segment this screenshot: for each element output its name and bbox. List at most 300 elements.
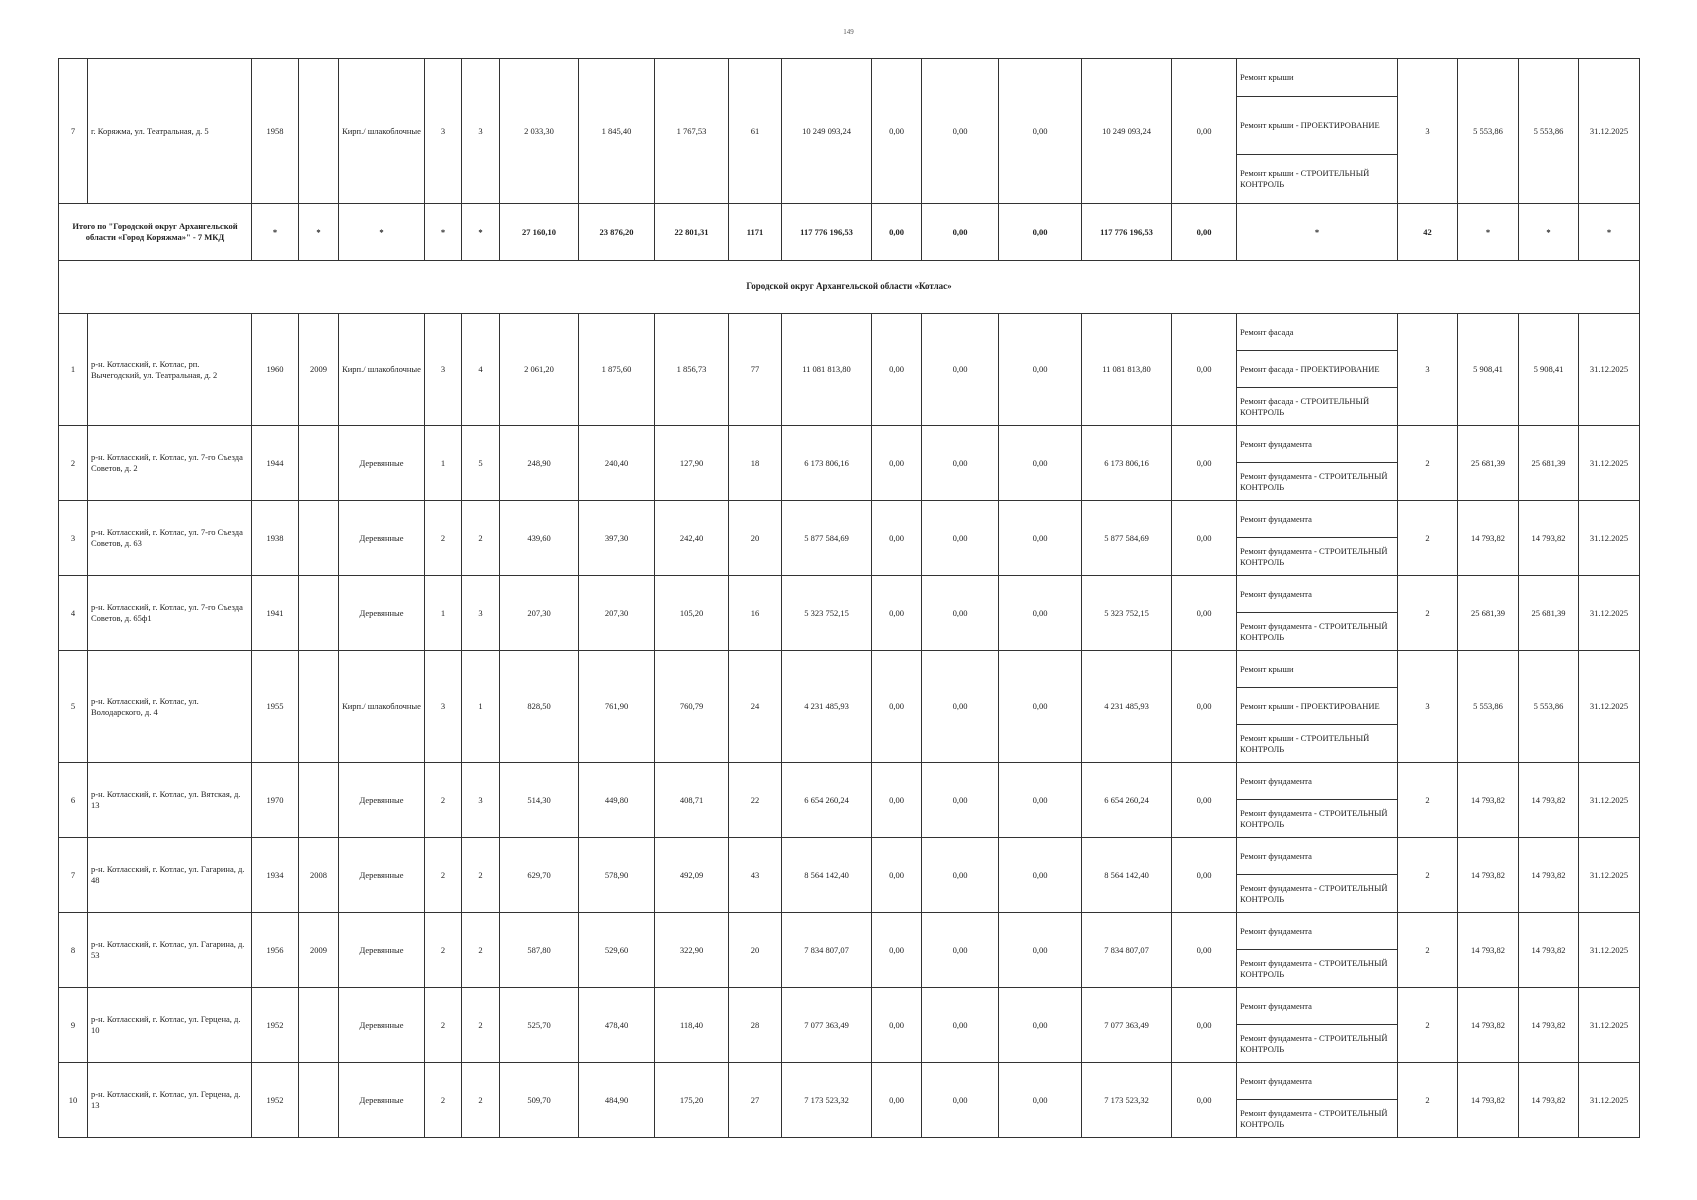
work-item: Ремонт фундамента - СТРОИТЕЛЬНЫЙ КОНТРОЛЬ bbox=[1240, 470, 1388, 492]
area-residents-cell: 175,20 bbox=[655, 1063, 729, 1138]
area-residents-cell: 760,79 bbox=[655, 651, 729, 763]
year-repair-cell bbox=[299, 1063, 339, 1138]
cost-other-cell: 0,00 bbox=[1172, 501, 1237, 576]
cost-fund-cell: 0,00 bbox=[872, 1063, 922, 1138]
works-cell bbox=[1237, 576, 1398, 651]
cost-owners-cell: 6 173 806,16 bbox=[1082, 426, 1172, 501]
year-repair-cell bbox=[299, 501, 339, 576]
table-row bbox=[59, 576, 1640, 651]
entrances-cell: 5 bbox=[462, 426, 500, 501]
address-cell: р-н. Котласский, г. Котлас, ул. Герцена, д. 13 bbox=[88, 1063, 252, 1138]
cost-fund-cell: 0,00 bbox=[872, 763, 922, 838]
wall-material-cell: Кирп./ шлакоблочные bbox=[339, 59, 425, 204]
area-residents-cell: 242,40 bbox=[655, 501, 729, 576]
cost-regional-cell: 0,00 bbox=[922, 988, 999, 1063]
section-row bbox=[59, 261, 1640, 314]
unit-cost-cell: 5 908,41 bbox=[1458, 314, 1519, 426]
area-residents-cell: 1 856,73 bbox=[655, 314, 729, 426]
cost-local-cell: 0,00 bbox=[999, 838, 1082, 913]
address-cell: р-н. Котласский, г. Котлас, ул. Герцена, д. 10 bbox=[88, 988, 252, 1063]
cost-other-cell: 0,00 bbox=[1172, 838, 1237, 913]
table-row bbox=[59, 838, 1640, 913]
work-item: Ремонт фундамента - СТРОИТЕЛЬНЫЙ КОНТРОЛЬ bbox=[1240, 620, 1388, 642]
unit-cost-cell: 14 793,82 bbox=[1458, 838, 1519, 913]
cost-owners-cell: 6 654 260,24 bbox=[1082, 763, 1172, 838]
cost-total-cell: 7 834 807,07 bbox=[782, 913, 872, 988]
area-living-cell: 1 875,60 bbox=[579, 314, 655, 426]
area-residents-cell: 127,90 bbox=[655, 426, 729, 501]
unit-cost-cell: 5 553,86 bbox=[1458, 59, 1519, 204]
wall-material-cell: Деревянные bbox=[339, 913, 425, 988]
limit-cost-cell: 25 681,39 bbox=[1519, 576, 1579, 651]
total-star: * bbox=[299, 204, 339, 261]
row-number: 3 bbox=[59, 501, 88, 576]
cost-other-cell: 0,00 bbox=[1172, 59, 1237, 204]
work-count-cell: 2 bbox=[1398, 501, 1458, 576]
cost-owners-cell: 8 564 142,40 bbox=[1082, 838, 1172, 913]
cost-regional-cell: 0,00 bbox=[922, 314, 999, 426]
unit-cost-cell: 14 793,82 bbox=[1458, 913, 1519, 988]
work-item: Ремонт фундамента - СТРОИТЕЛЬНЫЙ КОНТРОЛЬ bbox=[1240, 1032, 1388, 1054]
cost-regional-cell: 0,00 bbox=[922, 426, 999, 501]
floors-cell: 2 bbox=[425, 838, 462, 913]
work-count-cell: 3 bbox=[1398, 314, 1458, 426]
unit-cost-cell: 14 793,82 bbox=[1458, 501, 1519, 576]
year-repair-cell bbox=[299, 988, 339, 1063]
work-count-cell: 3 bbox=[1398, 651, 1458, 763]
residents-cell: 24 bbox=[729, 651, 782, 763]
residents-cell: 22 bbox=[729, 763, 782, 838]
cost-fund-cell: 0,00 bbox=[872, 576, 922, 651]
deadline-cell: 31.12.2025 bbox=[1579, 501, 1640, 576]
cost-total-cell: 7 077 363,49 bbox=[782, 988, 872, 1063]
deadline-cell: 31.12.2025 bbox=[1579, 651, 1640, 763]
work-count-cell: 2 bbox=[1398, 913, 1458, 988]
floors-cell: 3 bbox=[425, 314, 462, 426]
unit-cost-cell: 25 681,39 bbox=[1458, 576, 1519, 651]
works-cell bbox=[1237, 651, 1398, 763]
area-living-cell: 578,90 bbox=[579, 838, 655, 913]
floors-cell: 2 bbox=[425, 913, 462, 988]
work-item: Ремонт крыши - СТРОИТЕЛЬНЫЙ КОНТРОЛЬ bbox=[1240, 168, 1370, 189]
floors-cell: 2 bbox=[425, 763, 462, 838]
limit-cost-cell: 14 793,82 bbox=[1519, 1063, 1579, 1138]
limit-cost-cell: 14 793,82 bbox=[1519, 501, 1579, 576]
total-cost-fund: 0,00 bbox=[872, 204, 922, 261]
entrances-cell: 3 bbox=[462, 576, 500, 651]
wall-material-cell: Деревянные bbox=[339, 763, 425, 838]
work-item: Ремонт крыши - ПРОЕКТИРОВАНИЕ bbox=[1237, 688, 1397, 725]
work-item: Ремонт фундамента bbox=[1237, 426, 1397, 463]
deadline-cell: 31.12.2025 bbox=[1579, 314, 1640, 426]
unit-cost-cell: 25 681,39 bbox=[1458, 426, 1519, 501]
floors-cell: 3 bbox=[425, 651, 462, 763]
total-area-residents: 22 801,31 bbox=[655, 204, 729, 261]
residents-cell: 20 bbox=[729, 913, 782, 988]
address-cell: р-н. Котласский, г. Котлас, ул. 7-го Съезда Советов, д. 63 bbox=[88, 501, 252, 576]
cost-regional-cell: 0,00 bbox=[922, 913, 999, 988]
wall-material-cell: Деревянные bbox=[339, 838, 425, 913]
cost-other-cell: 0,00 bbox=[1172, 314, 1237, 426]
row-number: 8 bbox=[59, 913, 88, 988]
cost-owners-cell: 10 249 093,24 bbox=[1082, 59, 1172, 204]
cost-owners-cell: 4 231 485,93 bbox=[1082, 651, 1172, 763]
limit-cost-cell: 14 793,82 bbox=[1519, 913, 1579, 988]
cost-local-cell: 0,00 bbox=[999, 501, 1082, 576]
cost-local-cell: 0,00 bbox=[999, 59, 1082, 204]
work-item: Ремонт крыши - ПРОЕКТИРОВАНИЕ bbox=[1237, 97, 1397, 155]
cost-total-cell: 8 564 142,40 bbox=[782, 838, 872, 913]
works-cell bbox=[1237, 426, 1398, 501]
year-built-cell: 1955 bbox=[252, 651, 299, 763]
table-row bbox=[59, 314, 1640, 426]
entrances-cell: 2 bbox=[462, 913, 500, 988]
deadline-cell: 31.12.2025 bbox=[1579, 1063, 1640, 1138]
cost-local-cell: 0,00 bbox=[999, 426, 1082, 501]
cost-owners-cell: 7 834 807,07 bbox=[1082, 913, 1172, 988]
total-area-total: 27 160,10 bbox=[500, 204, 579, 261]
section-title: Городской округ Архангельской области «Котлас» bbox=[59, 261, 1640, 314]
cost-other-cell: 0,00 bbox=[1172, 651, 1237, 763]
row-number: 7 bbox=[59, 59, 88, 204]
wall-material-cell: Кирп./ шлакоблочные bbox=[339, 314, 425, 426]
area-total-cell: 2 033,30 bbox=[500, 59, 579, 204]
work-item: Ремонт фасада - ПРОЕКТИРОВАНИЕ bbox=[1237, 351, 1397, 388]
cost-regional-cell: 0,00 bbox=[922, 651, 999, 763]
area-residents-cell: 408,71 bbox=[655, 763, 729, 838]
works-cell bbox=[1237, 763, 1398, 838]
year-built-cell: 1941 bbox=[252, 576, 299, 651]
entrances-cell: 2 bbox=[462, 988, 500, 1063]
total-star: * bbox=[1519, 204, 1579, 261]
residents-cell: 43 bbox=[729, 838, 782, 913]
area-living-cell: 761,90 bbox=[579, 651, 655, 763]
residents-cell: 18 bbox=[729, 426, 782, 501]
total-cost-total: 117 776 196,53 bbox=[782, 204, 872, 261]
limit-cost-cell: 5 553,86 bbox=[1519, 651, 1579, 763]
table-row bbox=[59, 651, 1640, 763]
area-total-cell: 514,30 bbox=[500, 763, 579, 838]
deadline-cell: 31.12.2025 bbox=[1579, 988, 1640, 1063]
area-total-cell: 525,70 bbox=[500, 988, 579, 1063]
row-number: 2 bbox=[59, 426, 88, 501]
limit-cost-cell: 14 793,82 bbox=[1519, 763, 1579, 838]
cost-other-cell: 0,00 bbox=[1172, 426, 1237, 501]
cost-owners-cell: 5 877 584,69 bbox=[1082, 501, 1172, 576]
row-number: 7 bbox=[59, 838, 88, 913]
cost-total-cell: 11 081 813,80 bbox=[782, 314, 872, 426]
total-star: * bbox=[1237, 204, 1398, 261]
area-total-cell: 629,70 bbox=[500, 838, 579, 913]
year-repair-cell bbox=[299, 576, 339, 651]
cost-other-cell: 0,00 bbox=[1172, 763, 1237, 838]
area-total-cell: 2 061,20 bbox=[500, 314, 579, 426]
unit-cost-cell: 5 553,86 bbox=[1458, 651, 1519, 763]
work-item: Ремонт фундамента - СТРОИТЕЛЬНЫЙ КОНТРОЛЬ bbox=[1240, 1107, 1388, 1129]
total-work-count: 42 bbox=[1398, 204, 1458, 261]
area-total-cell: 248,90 bbox=[500, 426, 579, 501]
cost-other-cell: 0,00 bbox=[1172, 576, 1237, 651]
work-item: Ремонт фасада - СТРОИТЕЛЬНЫЙ КОНТРОЛЬ bbox=[1240, 395, 1370, 417]
cost-regional-cell: 0,00 bbox=[922, 838, 999, 913]
works-cell bbox=[1237, 913, 1398, 988]
total-area-living: 23 876,20 bbox=[579, 204, 655, 261]
cost-owners-cell: 11 081 813,80 bbox=[1082, 314, 1172, 426]
year-repair-cell bbox=[299, 763, 339, 838]
cost-fund-cell: 0,00 bbox=[872, 426, 922, 501]
area-residents-cell: 118,40 bbox=[655, 988, 729, 1063]
limit-cost-cell: 5 908,41 bbox=[1519, 314, 1579, 426]
row-number: 10 bbox=[59, 1063, 88, 1138]
entrances-cell: 4 bbox=[462, 314, 500, 426]
cost-total-cell: 10 249 093,24 bbox=[782, 59, 872, 204]
work-item: Ремонт крыши - СТРОИТЕЛЬНЫЙ КОНТРОЛЬ bbox=[1240, 732, 1370, 754]
address-cell: р-н. Котласский, г. Котлас, ул. Гагарина, д. 48 bbox=[88, 838, 252, 913]
cost-regional-cell: 0,00 bbox=[922, 59, 999, 204]
works-cell bbox=[1237, 838, 1398, 913]
total-row bbox=[59, 204, 1640, 261]
unit-cost-cell: 14 793,82 bbox=[1458, 988, 1519, 1063]
work-item: Ремонт крыши bbox=[1237, 59, 1397, 97]
work-item: Ремонт фундамента bbox=[1237, 988, 1397, 1025]
cost-other-cell: 0,00 bbox=[1172, 1063, 1237, 1138]
year-built-cell: 1944 bbox=[252, 426, 299, 501]
area-total-cell: 587,80 bbox=[500, 913, 579, 988]
area-residents-cell: 1 767,53 bbox=[655, 59, 729, 204]
limit-cost-cell: 14 793,82 bbox=[1519, 988, 1579, 1063]
area-living-cell: 449,80 bbox=[579, 763, 655, 838]
cost-total-cell: 4 231 485,93 bbox=[782, 651, 872, 763]
deadline-cell: 31.12.2025 bbox=[1579, 426, 1640, 501]
limit-cost-cell: 14 793,82 bbox=[1519, 838, 1579, 913]
cost-total-cell: 7 173 523,32 bbox=[782, 1063, 872, 1138]
cost-total-cell: 6 654 260,24 bbox=[782, 763, 872, 838]
entrances-cell: 1 bbox=[462, 651, 500, 763]
cost-other-cell: 0,00 bbox=[1172, 913, 1237, 988]
floors-cell: 2 bbox=[425, 1063, 462, 1138]
row-number: 6 bbox=[59, 763, 88, 838]
limit-cost-cell: 25 681,39 bbox=[1519, 426, 1579, 501]
work-item: Ремонт фундамента bbox=[1237, 763, 1397, 800]
work-item: Ремонт фундамента bbox=[1237, 838, 1397, 875]
deadline-cell: 31.12.2025 bbox=[1579, 576, 1640, 651]
table-row bbox=[59, 763, 1640, 838]
row-number: 5 bbox=[59, 651, 88, 763]
wall-material-cell: Деревянные bbox=[339, 501, 425, 576]
area-living-cell: 207,30 bbox=[579, 576, 655, 651]
cost-local-cell: 0,00 bbox=[999, 988, 1082, 1063]
work-item: Ремонт крыши bbox=[1237, 651, 1397, 688]
wall-material-cell: Деревянные bbox=[339, 576, 425, 651]
cost-regional-cell: 0,00 bbox=[922, 576, 999, 651]
work-item: Ремонт фундамента bbox=[1237, 1063, 1397, 1100]
total-star: * bbox=[1579, 204, 1640, 261]
year-built-cell: 1952 bbox=[252, 1063, 299, 1138]
year-built-cell: 1934 bbox=[252, 838, 299, 913]
floors-cell: 1 bbox=[425, 426, 462, 501]
cost-regional-cell: 0,00 bbox=[922, 1063, 999, 1138]
area-residents-cell: 492,09 bbox=[655, 838, 729, 913]
year-built-cell: 1938 bbox=[252, 501, 299, 576]
work-count-cell: 2 bbox=[1398, 763, 1458, 838]
work-item: Ремонт фундамента - СТРОИТЕЛЬНЫЙ КОНТРОЛЬ bbox=[1240, 957, 1388, 979]
work-item: Ремонт фундамента bbox=[1237, 501, 1397, 538]
total-cost-local: 0,00 bbox=[999, 204, 1082, 261]
floors-cell: 2 bbox=[425, 988, 462, 1063]
table-row bbox=[59, 1063, 1640, 1138]
floors-cell: 2 bbox=[425, 501, 462, 576]
works-cell bbox=[1237, 314, 1398, 426]
area-residents-cell: 322,90 bbox=[655, 913, 729, 988]
works-cell bbox=[1237, 59, 1398, 204]
residents-cell: 28 bbox=[729, 988, 782, 1063]
cost-local-cell: 0,00 bbox=[999, 913, 1082, 988]
wall-material-cell: Деревянные bbox=[339, 426, 425, 501]
total-cost-owners: 117 776 196,53 bbox=[1082, 204, 1172, 261]
cost-fund-cell: 0,00 bbox=[872, 501, 922, 576]
area-total-cell: 509,70 bbox=[500, 1063, 579, 1138]
work-item: Ремонт фасада bbox=[1237, 314, 1397, 351]
deadline-cell: 31.12.2025 bbox=[1579, 913, 1640, 988]
work-count-cell: 2 bbox=[1398, 1063, 1458, 1138]
total-residents: 1171 bbox=[729, 204, 782, 261]
deadline-cell: 31.12.2025 bbox=[1579, 59, 1640, 204]
cost-local-cell: 0,00 bbox=[999, 314, 1082, 426]
work-count-cell: 2 bbox=[1398, 988, 1458, 1063]
table-row bbox=[59, 913, 1640, 988]
works-cell bbox=[1237, 1063, 1398, 1138]
area-living-cell: 478,40 bbox=[579, 988, 655, 1063]
area-living-cell: 484,90 bbox=[579, 1063, 655, 1138]
year-repair-cell: 2009 bbox=[299, 913, 339, 988]
work-count-cell: 2 bbox=[1398, 838, 1458, 913]
residents-cell: 20 bbox=[729, 501, 782, 576]
cost-fund-cell: 0,00 bbox=[872, 913, 922, 988]
row-number: 4 bbox=[59, 576, 88, 651]
cost-total-cell: 5 323 752,15 bbox=[782, 576, 872, 651]
cost-owners-cell: 7 077 363,49 bbox=[1082, 988, 1172, 1063]
cost-local-cell: 0,00 bbox=[999, 1063, 1082, 1138]
cost-local-cell: 0,00 bbox=[999, 651, 1082, 763]
cost-local-cell: 0,00 bbox=[999, 763, 1082, 838]
work-item: Ремонт фундамента - СТРОИТЕЛЬНЫЙ КОНТРОЛЬ bbox=[1240, 882, 1388, 904]
deadline-cell: 31.12.2025 bbox=[1579, 838, 1640, 913]
cost-total-cell: 5 877 584,69 bbox=[782, 501, 872, 576]
page-number: 149 bbox=[843, 28, 854, 36]
residents-cell: 16 bbox=[729, 576, 782, 651]
entrances-cell: 2 bbox=[462, 838, 500, 913]
area-total-cell: 828,50 bbox=[500, 651, 579, 763]
total-cost-regional: 0,00 bbox=[922, 204, 999, 261]
year-repair-cell bbox=[299, 59, 339, 204]
works-cell bbox=[1237, 988, 1398, 1063]
year-built-cell: 1958 bbox=[252, 59, 299, 204]
year-built-cell: 1960 bbox=[252, 314, 299, 426]
wall-material-cell: Деревянные bbox=[339, 1063, 425, 1138]
table-row bbox=[59, 426, 1640, 501]
address-cell: р-н. Котласский, г. Котлас, ул. Вятская, д. 13 bbox=[88, 763, 252, 838]
entrances-cell: 3 bbox=[462, 59, 500, 204]
total-cost-other: 0,00 bbox=[1172, 204, 1237, 261]
year-built-cell: 1956 bbox=[252, 913, 299, 988]
work-count-cell: 2 bbox=[1398, 576, 1458, 651]
cost-local-cell: 0,00 bbox=[999, 576, 1082, 651]
row-number: 9 bbox=[59, 988, 88, 1063]
area-living-cell: 240,40 bbox=[579, 426, 655, 501]
cost-regional-cell: 0,00 bbox=[922, 501, 999, 576]
year-repair-cell bbox=[299, 651, 339, 763]
table-row bbox=[59, 59, 1640, 204]
cost-total-cell: 6 173 806,16 bbox=[782, 426, 872, 501]
total-star: * bbox=[339, 204, 425, 261]
address-cell: р-н. Котласский, г. Котлас, ул. Володарского, д. 4 bbox=[88, 651, 252, 763]
floors-cell: 1 bbox=[425, 576, 462, 651]
area-living-cell: 397,30 bbox=[579, 501, 655, 576]
address-cell: р-н. Котласский, г. Котлас, ул. Гагарина, д. 53 bbox=[88, 913, 252, 988]
total-star: * bbox=[1458, 204, 1519, 261]
deadline-cell: 31.12.2025 bbox=[1579, 763, 1640, 838]
year-built-cell: 1952 bbox=[252, 988, 299, 1063]
table-row bbox=[59, 988, 1640, 1063]
area-total-cell: 439,60 bbox=[500, 501, 579, 576]
total-star: * bbox=[252, 204, 299, 261]
unit-cost-cell: 14 793,82 bbox=[1458, 1063, 1519, 1138]
residents-cell: 61 bbox=[729, 59, 782, 204]
wall-material-cell: Кирп./ шлакоблочные bbox=[339, 651, 425, 763]
area-total-cell: 207,30 bbox=[500, 576, 579, 651]
address-cell: р-н. Котласский, г. Котлас, ул. 7-го Съезда Советов, д. 65ф1 bbox=[88, 576, 252, 651]
cost-fund-cell: 0,00 bbox=[872, 314, 922, 426]
cost-fund-cell: 0,00 bbox=[872, 838, 922, 913]
address-cell: р-н. Котласский, г. Котлас, ул. 7-го Съезда Советов, д. 2 bbox=[88, 426, 252, 501]
cost-regional-cell: 0,00 bbox=[922, 763, 999, 838]
area-living-cell: 1 845,40 bbox=[579, 59, 655, 204]
work-item: Ремонт фундамента - СТРОИТЕЛЬНЫЙ КОНТРОЛЬ bbox=[1240, 545, 1388, 567]
address-cell: г. Коряжма, ул. Театральная, д. 5 bbox=[88, 59, 252, 204]
residents-cell: 77 bbox=[729, 314, 782, 426]
total-star: * bbox=[425, 204, 462, 261]
entrances-cell: 3 bbox=[462, 763, 500, 838]
year-repair-cell: 2009 bbox=[299, 314, 339, 426]
limit-cost-cell: 5 553,86 bbox=[1519, 59, 1579, 204]
floors-cell: 3 bbox=[425, 59, 462, 204]
cost-owners-cell: 5 323 752,15 bbox=[1082, 576, 1172, 651]
residents-cell: 27 bbox=[729, 1063, 782, 1138]
wall-material-cell: Деревянные bbox=[339, 988, 425, 1063]
works-cell bbox=[1237, 501, 1398, 576]
work-item: Ремонт фундамента bbox=[1237, 576, 1397, 613]
work-item: Ремонт фундамента bbox=[1237, 913, 1397, 950]
cost-other-cell: 0,00 bbox=[1172, 988, 1237, 1063]
work-item: Ремонт фундамента - СТРОИТЕЛЬНЫЙ КОНТРОЛЬ bbox=[1240, 807, 1388, 829]
area-residents-cell: 105,20 bbox=[655, 576, 729, 651]
entrances-cell: 2 bbox=[462, 501, 500, 576]
cost-fund-cell: 0,00 bbox=[872, 988, 922, 1063]
unit-cost-cell: 14 793,82 bbox=[1458, 763, 1519, 838]
cost-fund-cell: 0,00 bbox=[872, 59, 922, 204]
work-count-cell: 3 bbox=[1398, 59, 1458, 204]
year-built-cell: 1970 bbox=[252, 763, 299, 838]
table-row bbox=[59, 501, 1640, 576]
entrances-cell: 2 bbox=[462, 1063, 500, 1138]
total-star: * bbox=[462, 204, 500, 261]
cost-fund-cell: 0,00 bbox=[872, 651, 922, 763]
work-count-cell: 2 bbox=[1398, 426, 1458, 501]
address-cell: р-н. Котласский, г. Котлас, рп. Вычегодский, ул. Театральная, д. 2 bbox=[88, 314, 252, 426]
cost-owners-cell: 7 173 523,32 bbox=[1082, 1063, 1172, 1138]
repair-program-table bbox=[58, 58, 1640, 1138]
year-repair-cell bbox=[299, 426, 339, 501]
